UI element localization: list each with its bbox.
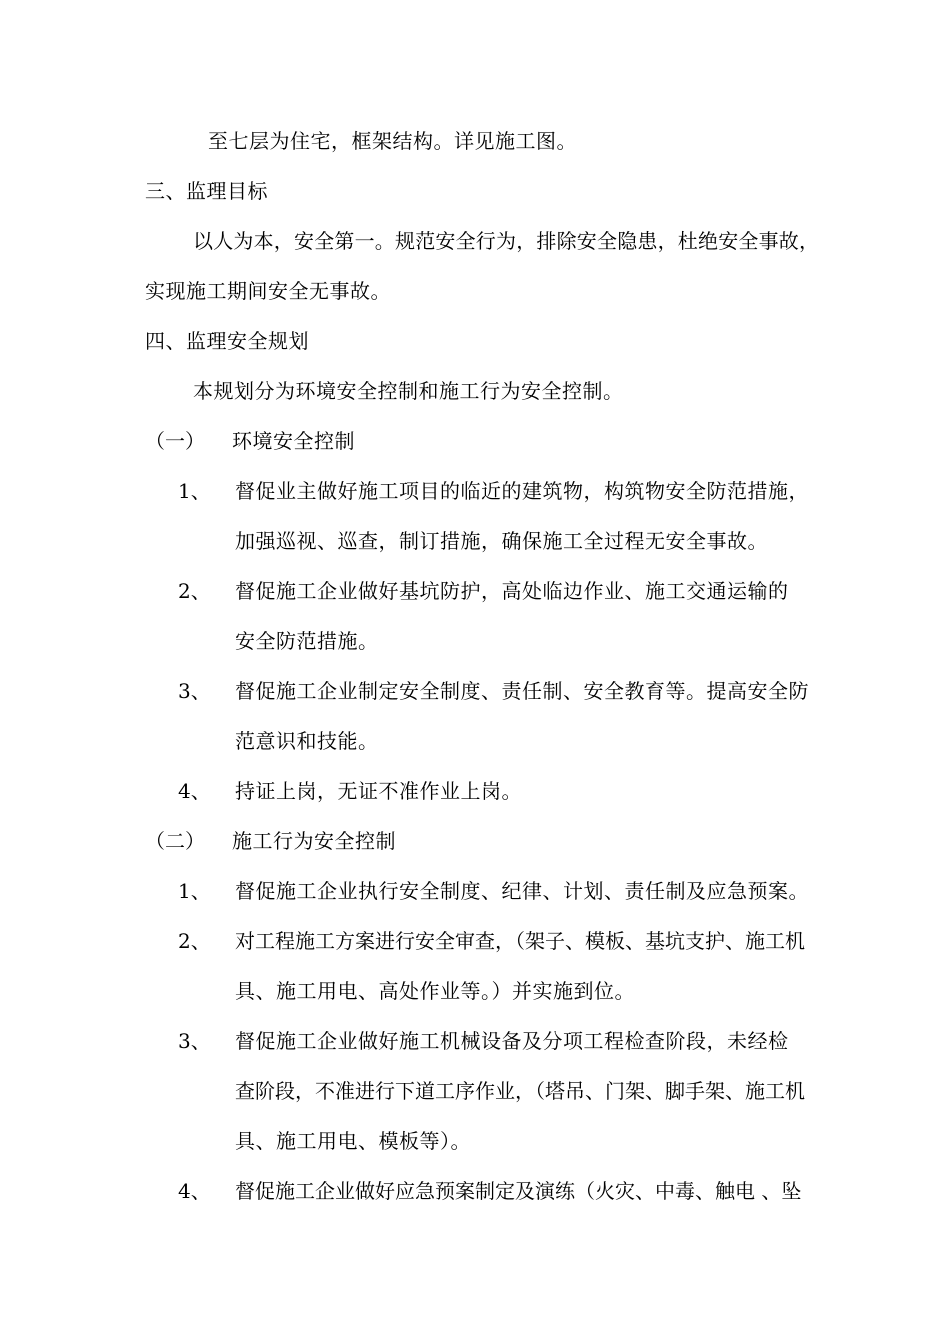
list-item-text: 督促施工企业做好基坑防护，高处临边作业、施工交通运输的: [235, 579, 789, 603]
list-item-number: 4、: [178, 1179, 211, 1203]
list-item-number: 2、: [178, 579, 211, 603]
list-item-number: 3、: [178, 1029, 211, 1053]
section-heading: 四、监理安全规划: [145, 329, 309, 353]
list-item-text: 督促施工企业做好应急预案制定及演练（火灾、中毒、触电 、坠: [235, 1179, 802, 1203]
list-item-number: 4、: [178, 779, 211, 803]
subsection-title: 施工行为安全控制: [232, 829, 396, 853]
list-item-text: 督促业主做好施工项目的临近的建筑物，构筑物安全防范措施，: [235, 479, 809, 503]
list-item-text: 范意识和技能。: [235, 729, 379, 753]
list-item-text: 具、施工用电、高处作业等。）并实施到位。: [235, 979, 635, 1003]
list-item-text: 督促施工企业执行安全制度、纪律、计划、责任制及应急预案。: [235, 879, 809, 903]
list-item-text: 加强巡视、巡查，制订措施，确保施工全过程无安全事故。: [235, 529, 768, 553]
list-item-text: 安全防范措施。: [235, 629, 379, 653]
paragraph-text: 至七层为住宅，框架结构。详见施工图。: [208, 129, 577, 153]
list-item-text: 持证上岗，无证不准作业上岗。: [235, 779, 522, 803]
paragraph-text: 本规划分为环境安全控制和施工行为安全控制。: [193, 379, 624, 403]
list-item-number: 1、: [178, 879, 211, 903]
list-item-text: 查阶段，不准进行下道工序作业，（塔吊、门架、脚手架、施工机: [235, 1079, 805, 1103]
list-item-number: 1、: [178, 479, 211, 503]
subsection-marker: （二）: [145, 829, 205, 853]
list-item-text: 督促施工企业做好施工机械设备及分项工程检查阶段，未经检: [235, 1029, 789, 1053]
list-item-text: 督促施工企业制定安全制度、责任制、安全教育等。提高安全防: [235, 679, 809, 703]
subsection-marker: （一）: [145, 429, 205, 453]
section-heading: 三、监理目标: [145, 179, 268, 203]
subsection-title: 环境安全控制: [232, 429, 355, 453]
list-item-text: 具、施工用电、模板等）。: [235, 1129, 471, 1153]
list-item-text: 对工程施工方案进行安全审查，（架子、模板、基坑支护、施工机: [235, 929, 805, 953]
paragraph-text: 实现施工期间安全无事故。: [145, 279, 391, 303]
paragraph-text: 以人为本，安全第一。规范安全行为，排除安全隐患，杜绝安全事故，: [193, 229, 820, 253]
list-item-number: 2、: [178, 929, 211, 953]
list-item-number: 3、: [178, 679, 211, 703]
